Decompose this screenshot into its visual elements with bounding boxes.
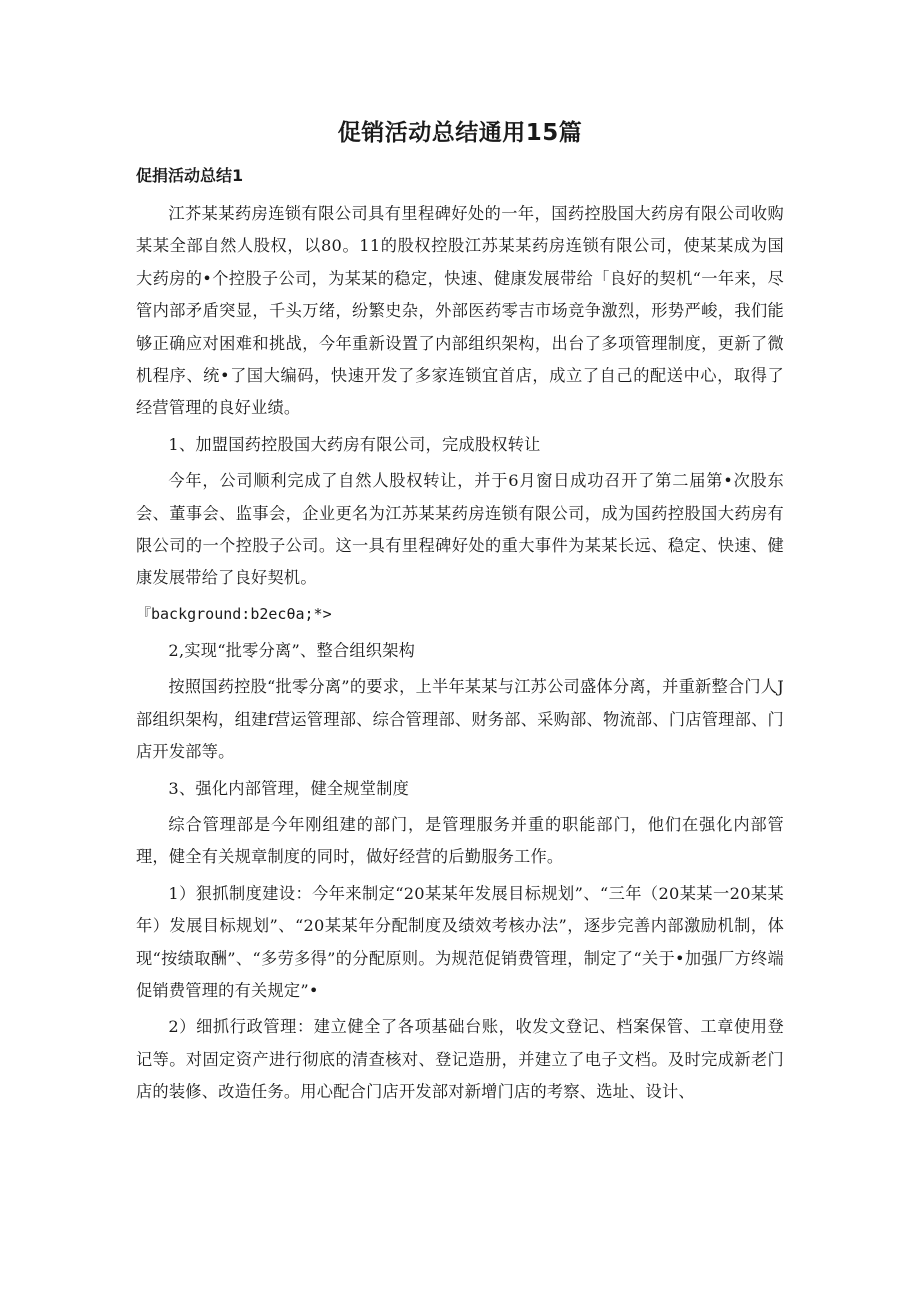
subheading: 3、强化内部管理，健全规堂制度	[168, 778, 410, 798]
body-paragraph: 综合管理部是今年刚组建的部门，是管理服务并重的职能部门，他们在强化内部管理，健全有关规章制度的同时，做好经营的后勤服务工作。	[136, 814, 784, 867]
section-title: 促捐活动总结1	[136, 166, 244, 185]
body-paragraph: 江芥某某药房连锁有限公司具有里程碑好处的一年，国药控股国大药房有限公司收购某某全部自然人股权，以80。11的股权控股江苏某某药房连锁有限公司，使某某成为国大药房的•个控股子公司，为某某的稳定，快速、健康发展带给「良好的契机“一年来，尽管内部矛盾突显，千头万绪，纷繁史杂，外部医药零吉市场竞争激烈，形势严峻，我们能够正确应对困难和挑战，今年重新设置了内部组织架构，出台了多项管理制度，更新了微机程序、统•了国大编码，快速开发了多家连锁宜首店，成立了自己的配送中心，取得了经营管理的良好业绩。	[136, 204, 784, 418]
document-body	[136, 198, 784, 1109]
body-paragraph: 2）细抓行政管理：建立健全了各项基础台账，收发文登记、档案保管、工章使用登记等。对固定资产进行彻底的清查核对、登记造册，并建立了电子文档。及时完成新老门店的装修、改造任务。用心配合门店开发部对新增门店的考察、选址、设计、	[136, 1017, 784, 1102]
body-paragraph: 今年，公司顺利完成了自然人股权转让，并于6月窗日成功召开了第二届第•次股东会、董事会、监事会，企业更名为江苏某某药房连锁有限公司，成为国药控股国大药房有限公司的一个控股子公司。这一具有里程碑好处的重大事件为某某长远、稳定、快速、健康发展带给了良好契机。	[136, 471, 784, 588]
subheading: 2,实现“批零分离”、整合组织架构	[168, 640, 416, 660]
subheading: 1、加盟国药控股国大药房有限公司，完成股权转让	[168, 434, 541, 454]
document-title: 促销活动总结通用15篇	[337, 120, 583, 146]
body-paragraph: 按照国药控股“批零分离”的要求，上半年某某与江苏公司盛体分离，并重新整合门人J部组织架构，组建f营运管理部、综合管理部、财务部、采购部、物流部、门店管理部、门店开发部等。	[136, 677, 784, 762]
body-paragraph: 1）狠抓制度建设：今年来制定“20某某年发展目标规划”、“三年（20某某一20某某年）发展目标规划”、“20某某年分配制度及绩效考核办法”，逐步完善内部激励机制，体现“按绩取酬”、“多劳多得”的分配原则。为规范促销费管理，制定了“关于•加强厂方终端促销费管理的有关规定”•	[136, 883, 784, 1000]
stray-code-line: 『background:b2ecθa;*>	[136, 604, 332, 623]
